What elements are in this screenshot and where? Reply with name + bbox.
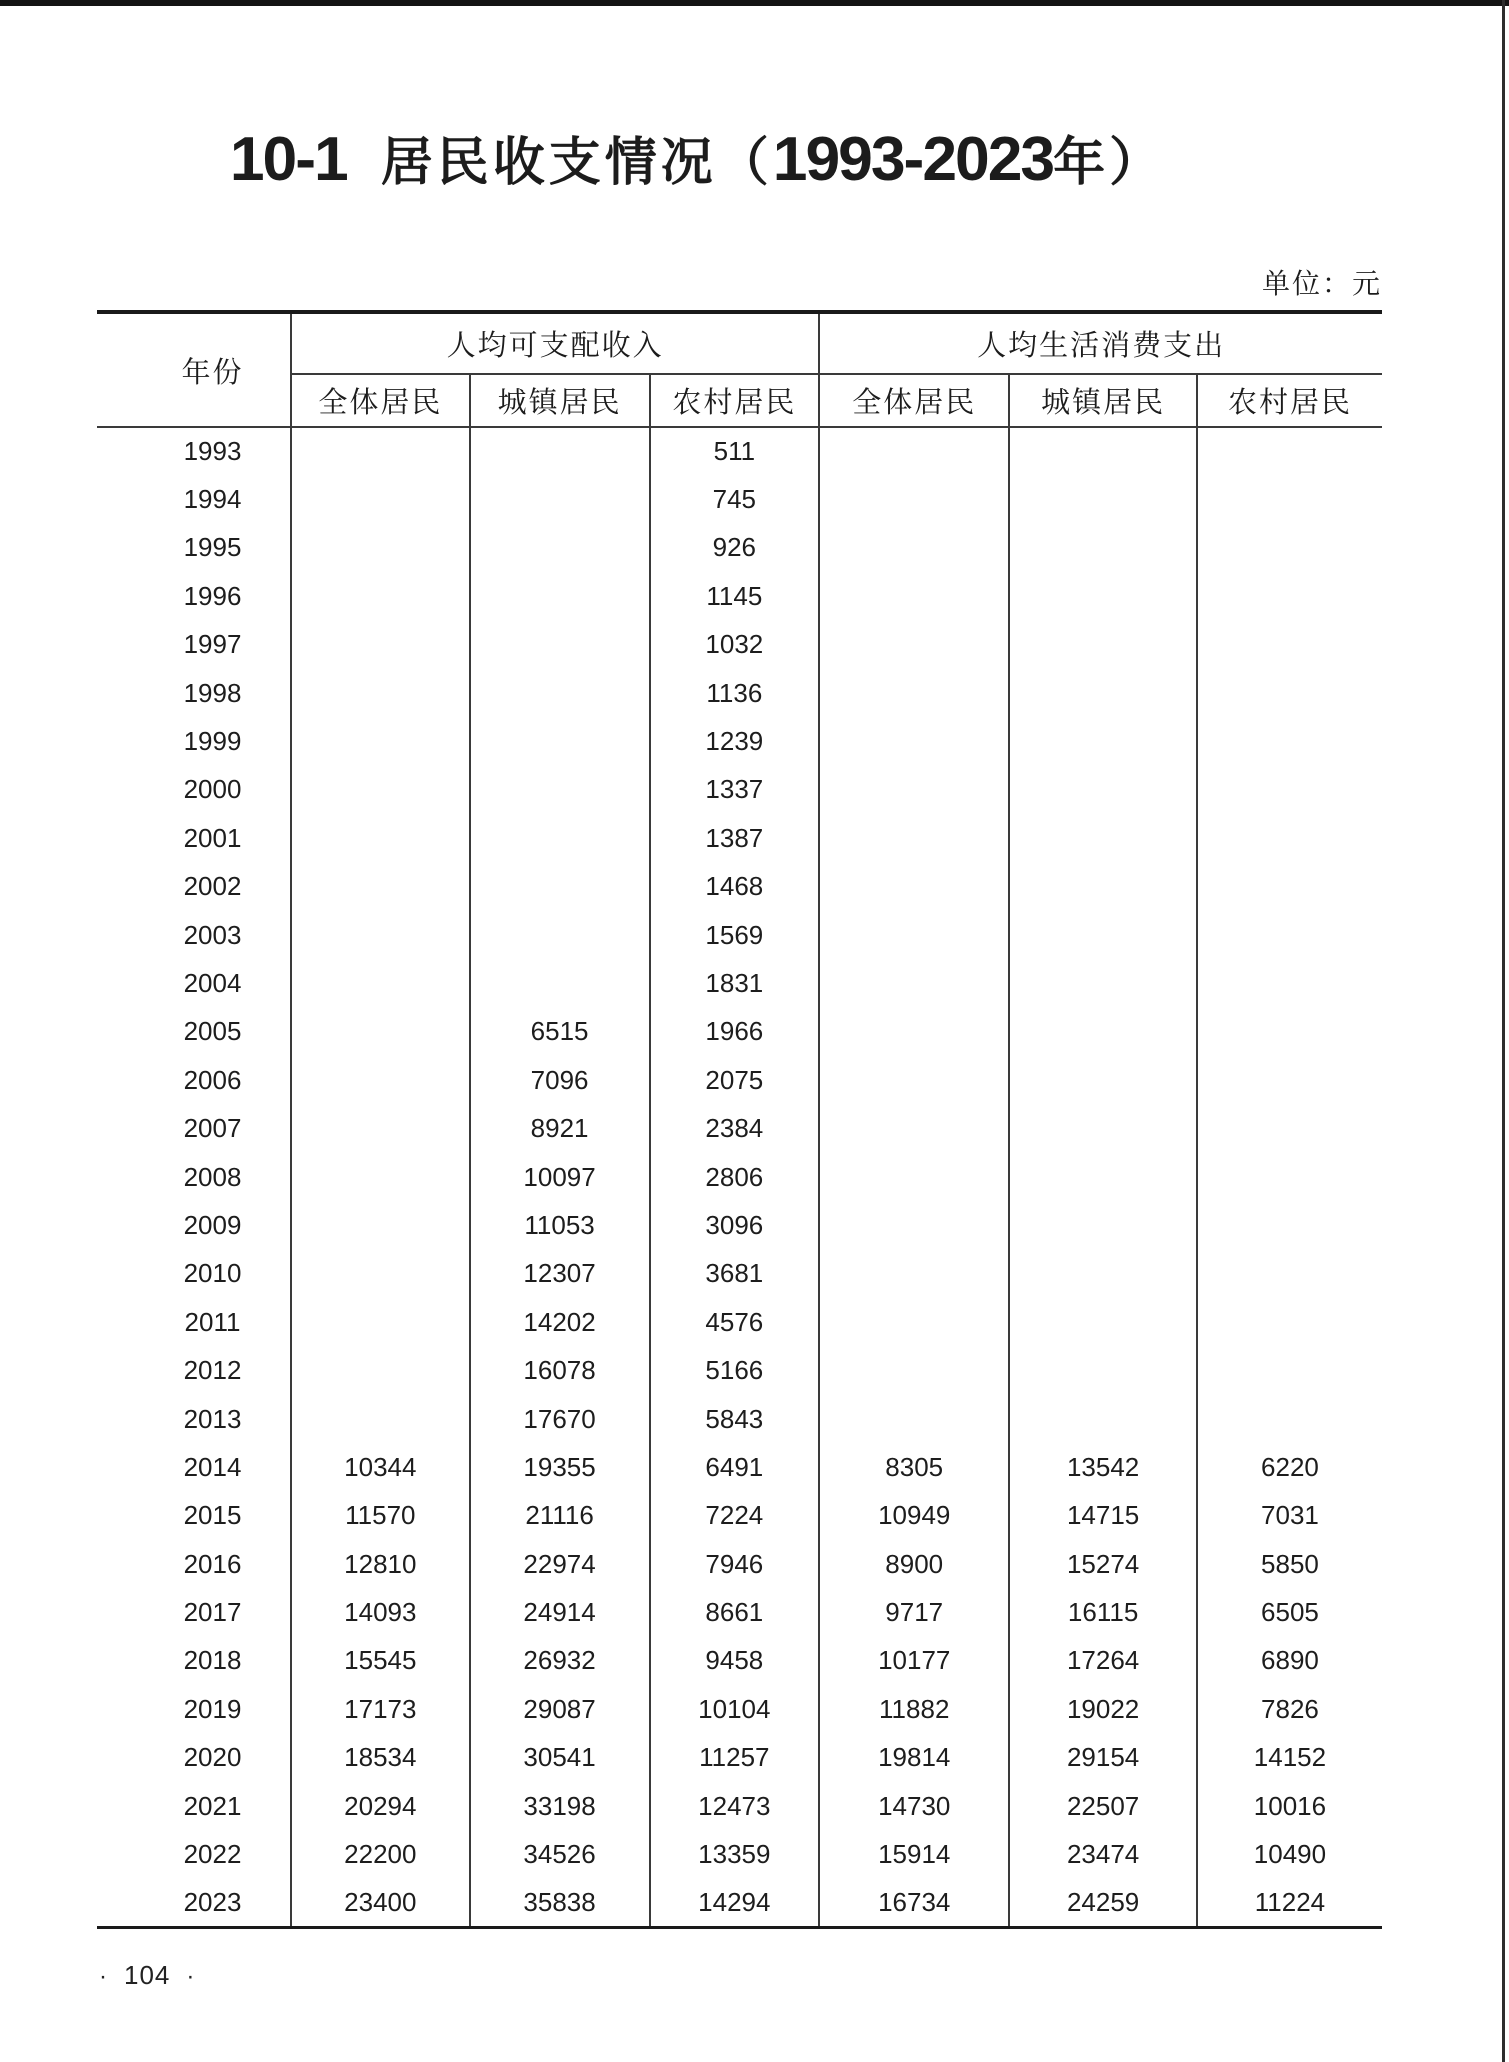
table-row bbox=[97, 1879, 1382, 1927]
expense-all-cell bbox=[819, 814, 1009, 862]
table-row bbox=[97, 1298, 1382, 1346]
expense-rural-cell bbox=[1197, 959, 1382, 1007]
income-all-cell: 17173 bbox=[291, 1685, 470, 1733]
expense-urban-cell bbox=[1009, 766, 1197, 814]
table-row bbox=[97, 766, 1382, 814]
expense-rural-cell bbox=[1197, 524, 1382, 572]
table-row bbox=[97, 1637, 1382, 1685]
expense-rural-cell: 5850 bbox=[1261, 1548, 1319, 1579]
income-rural-cell: 7224 bbox=[650, 1492, 820, 1540]
income-rural-cell: 5166 bbox=[650, 1346, 820, 1394]
year-cell: 2020 bbox=[97, 1734, 291, 1782]
year-cell: 2006 bbox=[97, 1056, 291, 1104]
income-urban-cell bbox=[470, 911, 650, 959]
income-rural-cell: 2384 bbox=[650, 1104, 820, 1152]
income-urban-cell: 19355 bbox=[470, 1443, 650, 1491]
year-cell: 1993 bbox=[97, 427, 291, 475]
footer-right-dot: · bbox=[186, 1963, 196, 1990]
expense-rural-cell: 10016 bbox=[1253, 1790, 1327, 1821]
income-rural-cell: 3096 bbox=[650, 1201, 820, 1249]
year-cell: 2013 bbox=[97, 1395, 291, 1443]
table-row bbox=[97, 1104, 1382, 1152]
income-all-cell: 10344 bbox=[291, 1443, 470, 1491]
table-row bbox=[97, 669, 1382, 717]
expense-urban-cell bbox=[1009, 863, 1197, 911]
income-rural-cell: 511 bbox=[650, 427, 820, 475]
expense-rural-cell bbox=[1197, 717, 1382, 765]
expense-all-cell bbox=[819, 766, 1009, 814]
table-row bbox=[97, 1588, 1382, 1636]
year-cell: 2005 bbox=[97, 1008, 291, 1056]
year-cell: 2016 bbox=[97, 1540, 291, 1588]
expense-all-cell bbox=[819, 1395, 1009, 1443]
expense-rural-cell: 11224 bbox=[1254, 1886, 1326, 1917]
table-row bbox=[97, 1250, 1382, 1298]
expense-rural-cell bbox=[1197, 814, 1382, 862]
expense-rural-cell bbox=[1197, 669, 1382, 717]
income-all-cell: 15545 bbox=[291, 1637, 470, 1685]
income-all-cell bbox=[291, 814, 470, 862]
expense-urban-cell bbox=[1009, 427, 1197, 475]
income-urban-cell: 29087 bbox=[470, 1685, 650, 1733]
table-number: 10-1 bbox=[229, 125, 347, 194]
expense-urban-cell: 19022 bbox=[1009, 1685, 1197, 1733]
expense-urban-cell: 22507 bbox=[1009, 1782, 1197, 1830]
expense-rural-cell bbox=[1197, 1250, 1382, 1298]
income-rural-cell: 14294 bbox=[650, 1879, 820, 1927]
expense-rural-cell: 6505 bbox=[1261, 1597, 1319, 1628]
income-urban-cell bbox=[470, 475, 650, 523]
income-all-cell: 14093 bbox=[291, 1588, 470, 1636]
expense-urban-cell bbox=[1009, 621, 1197, 669]
expense-urban-cell bbox=[1009, 1153, 1197, 1201]
subcolumn-header-income-rural: 农村居民 bbox=[650, 374, 820, 427]
income-all-cell bbox=[291, 1104, 470, 1152]
expense-urban-cell: 15274 bbox=[1009, 1540, 1197, 1588]
income-rural-cell: 1032 bbox=[650, 621, 820, 669]
expense-all-cell: 14730 bbox=[819, 1782, 1009, 1830]
expense-all-cell bbox=[819, 959, 1009, 1007]
expense-all-cell: 19814 bbox=[819, 1734, 1009, 1782]
income-urban-cell: 11053 bbox=[470, 1201, 650, 1249]
income-urban-cell bbox=[470, 814, 650, 862]
expense-urban-cell: 14715 bbox=[1009, 1492, 1197, 1540]
expense-urban-cell bbox=[1009, 669, 1197, 717]
income-rural-cell: 1239 bbox=[650, 717, 820, 765]
expense-urban-cell bbox=[1009, 814, 1197, 862]
table-row bbox=[97, 959, 1382, 1007]
expense-rural-cell bbox=[1197, 1201, 1382, 1249]
income-all-cell bbox=[291, 427, 470, 475]
income-urban-cell bbox=[470, 766, 650, 814]
income-urban-cell: 24914 bbox=[470, 1588, 650, 1636]
expense-all-cell bbox=[819, 911, 1009, 959]
year-cell: 2004 bbox=[97, 959, 291, 1007]
income-urban-cell bbox=[470, 572, 650, 620]
table-row bbox=[97, 1008, 1382, 1056]
year-cell: 2015 bbox=[97, 1492, 291, 1540]
year-cell: 1997 bbox=[97, 621, 291, 669]
table-row bbox=[97, 572, 1382, 620]
expense-all-cell: 8305 bbox=[819, 1443, 1009, 1491]
income-all-cell bbox=[291, 1250, 470, 1298]
table-row bbox=[97, 911, 1382, 959]
expense-all-cell: 8900 bbox=[819, 1540, 1009, 1588]
subcolumn-header-expense-urban: 城镇居民 bbox=[1009, 374, 1197, 427]
income-urban-cell: 14202 bbox=[470, 1298, 650, 1346]
expense-rural-cell bbox=[1197, 1008, 1382, 1056]
expense-rural-cell: 10490 bbox=[1253, 1839, 1327, 1870]
table-body bbox=[97, 427, 1382, 1927]
expense-all-cell bbox=[819, 669, 1009, 717]
year-cell: 2012 bbox=[97, 1346, 291, 1394]
income-rural-cell: 2075 bbox=[650, 1056, 820, 1104]
subcolumn-header-expense-rural: 农村居民 bbox=[1197, 374, 1382, 427]
income-all-cell: 18534 bbox=[291, 1734, 470, 1782]
expense-all-cell bbox=[819, 1250, 1009, 1298]
expense-rural-cell bbox=[1197, 1056, 1382, 1104]
footer-left-dot: · bbox=[99, 1963, 108, 1990]
expense-all-cell bbox=[819, 524, 1009, 572]
expense-all-cell bbox=[819, 1008, 1009, 1056]
expense-all-cell bbox=[819, 427, 1009, 475]
income-urban-cell: 21116 bbox=[470, 1492, 650, 1540]
income-urban-cell: 26932 bbox=[470, 1637, 650, 1685]
income-urban-cell: 12307 bbox=[470, 1250, 650, 1298]
expense-rural-cell: 7031 bbox=[1261, 1500, 1319, 1531]
income-urban-cell: 22974 bbox=[470, 1540, 650, 1588]
expense-all-cell: 10177 bbox=[819, 1637, 1009, 1685]
table-row bbox=[97, 1153, 1382, 1201]
expense-rural-cell: 14152 bbox=[1253, 1742, 1327, 1773]
year-cell: 2019 bbox=[97, 1685, 291, 1733]
income-all-cell bbox=[291, 1008, 470, 1056]
income-rural-cell: 12473 bbox=[650, 1782, 820, 1830]
expense-rural-cell: 6220 bbox=[1261, 1451, 1319, 1482]
table-row bbox=[97, 1492, 1382, 1540]
income-all-cell bbox=[291, 621, 470, 669]
expense-rural-cell bbox=[1197, 1104, 1382, 1152]
income-urban-cell: 6515 bbox=[470, 1008, 650, 1056]
table-row bbox=[97, 1830, 1382, 1878]
expense-all-cell bbox=[819, 1298, 1009, 1346]
title-text: 居民收支情况 bbox=[380, 135, 717, 192]
expense-all-cell bbox=[819, 717, 1009, 765]
expense-all-cell bbox=[819, 1201, 1009, 1249]
expense-all-cell bbox=[819, 1153, 1009, 1201]
expense-rural-cell bbox=[1197, 766, 1382, 814]
expense-urban-cell: 24259 bbox=[1009, 1879, 1197, 1927]
income-all-cell bbox=[291, 475, 470, 523]
table-row bbox=[97, 1782, 1382, 1830]
expense-all-cell bbox=[819, 621, 1009, 669]
table-row bbox=[97, 1540, 1382, 1588]
income-expenditure-table bbox=[97, 310, 1382, 1929]
expense-rural-cell bbox=[1197, 911, 1382, 959]
expense-all-cell: 15914 bbox=[819, 1830, 1009, 1878]
year-cell: 2009 bbox=[97, 1201, 291, 1249]
income-urban-cell bbox=[470, 669, 650, 717]
expense-all-cell: 16734 bbox=[819, 1879, 1009, 1927]
subcolumn-header-income-all: 全体居民 bbox=[291, 374, 470, 427]
income-urban-cell bbox=[470, 427, 650, 475]
year-cell: 1998 bbox=[97, 669, 291, 717]
expense-urban-cell bbox=[1009, 911, 1197, 959]
income-rural-cell: 2806 bbox=[650, 1153, 820, 1201]
table-row bbox=[97, 524, 1382, 572]
expense-rural-cell bbox=[1197, 1395, 1382, 1443]
table-row bbox=[97, 621, 1382, 669]
table-row bbox=[97, 1443, 1382, 1491]
expense-rural-cell bbox=[1197, 1346, 1382, 1394]
table-row bbox=[97, 475, 1382, 523]
expense-all-cell bbox=[819, 1346, 1009, 1394]
table-row bbox=[97, 1201, 1382, 1249]
expense-urban-cell bbox=[1009, 1104, 1197, 1152]
income-all-cell bbox=[291, 1346, 470, 1394]
expense-urban-cell bbox=[1009, 1395, 1197, 1443]
income-rural-cell: 745 bbox=[650, 475, 820, 523]
income-rural-cell: 9458 bbox=[650, 1637, 820, 1685]
expense-all-cell: 9717 bbox=[819, 1588, 1009, 1636]
income-urban-cell: 17670 bbox=[470, 1395, 650, 1443]
table-row bbox=[97, 863, 1382, 911]
income-all-cell bbox=[291, 1298, 470, 1346]
table-row bbox=[97, 1056, 1382, 1104]
income-urban-cell bbox=[470, 959, 650, 1007]
income-all-cell bbox=[291, 1395, 470, 1443]
expense-rural-cell: 6890 bbox=[1261, 1645, 1319, 1676]
income-urban-cell bbox=[470, 863, 650, 911]
expense-rural-cell bbox=[1197, 1153, 1382, 1201]
income-all-cell bbox=[291, 717, 470, 765]
year-cell: 2001 bbox=[97, 814, 291, 862]
year-cell: 2017 bbox=[97, 1588, 291, 1636]
income-rural-cell: 1569 bbox=[650, 911, 820, 959]
income-urban-cell: 8921 bbox=[470, 1104, 650, 1152]
income-all-cell: 11570 bbox=[291, 1492, 470, 1540]
income-all-cell: 12810 bbox=[291, 1540, 470, 1588]
expense-urban-cell: 23474 bbox=[1009, 1830, 1197, 1878]
expense-urban-cell bbox=[1009, 524, 1197, 572]
subcolumn-header-income-urban: 城镇居民 bbox=[470, 374, 650, 427]
income-rural-cell: 1468 bbox=[650, 863, 820, 911]
income-urban-cell: 35838 bbox=[470, 1879, 650, 1927]
table-row bbox=[97, 1346, 1382, 1394]
expenditure-group-header: 人均生活消费支出 bbox=[977, 330, 1226, 362]
year-cell: 2003 bbox=[97, 911, 291, 959]
income-rural-cell: 5843 bbox=[650, 1395, 820, 1443]
expense-urban-cell bbox=[1009, 1346, 1197, 1394]
expense-all-cell bbox=[819, 1056, 1009, 1104]
year-cell: 1995 bbox=[97, 524, 291, 572]
expense-urban-cell bbox=[1009, 475, 1197, 523]
year-cell: 2002 bbox=[97, 863, 291, 911]
expense-all-cell: 10949 bbox=[819, 1492, 1009, 1540]
income-all-cell bbox=[291, 524, 470, 572]
income-rural-cell: 1831 bbox=[650, 959, 820, 1007]
year-cell: 1996 bbox=[97, 572, 291, 620]
income-rural-cell: 1136 bbox=[650, 669, 820, 717]
expense-all-cell bbox=[819, 572, 1009, 620]
income-urban-cell bbox=[470, 621, 650, 669]
year-cell: 2022 bbox=[97, 1830, 291, 1878]
income-rural-cell: 926 bbox=[650, 524, 820, 572]
table-row bbox=[97, 717, 1382, 765]
expense-urban-cell: 17264 bbox=[1009, 1637, 1197, 1685]
expense-rural-cell bbox=[1197, 475, 1382, 523]
income-urban-cell: 30541 bbox=[470, 1734, 650, 1782]
expense-all-cell bbox=[819, 863, 1009, 911]
income-rural-cell: 1337 bbox=[650, 766, 820, 814]
expense-urban-cell bbox=[1009, 572, 1197, 620]
title-paren-open: （ bbox=[716, 135, 773, 192]
page-number bbox=[99, 1960, 195, 1991]
income-rural-cell: 10104 bbox=[650, 1685, 820, 1733]
income-urban-cell: 7096 bbox=[470, 1056, 650, 1104]
income-all-cell: 22200 bbox=[291, 1830, 470, 1878]
expense-rural-cell bbox=[1197, 621, 1382, 669]
income-all-cell bbox=[291, 1153, 470, 1201]
title-year-range: 1993-2023 bbox=[772, 125, 1054, 194]
expense-urban-cell: 29154 bbox=[1009, 1734, 1197, 1782]
scan-artifact-right-line bbox=[1502, 0, 1505, 2062]
expense-urban-cell bbox=[1009, 717, 1197, 765]
expense-urban-cell bbox=[1009, 1250, 1197, 1298]
unit-label: 单位：元 bbox=[1261, 269, 1382, 300]
income-rural-cell: 11257 bbox=[650, 1734, 820, 1782]
table-row bbox=[97, 1395, 1382, 1443]
expense-urban-cell bbox=[1009, 959, 1197, 1007]
expense-all-cell bbox=[819, 475, 1009, 523]
income-urban-cell: 16078 bbox=[470, 1346, 650, 1394]
subcolumn-header-expense-all: 全体居民 bbox=[819, 374, 1009, 427]
income-rural-cell: 1966 bbox=[650, 1008, 820, 1056]
expense-rural-cell: 7826 bbox=[1261, 1693, 1319, 1724]
table-row bbox=[97, 1734, 1382, 1782]
expense-urban-cell bbox=[1009, 1298, 1197, 1346]
income-urban-cell: 34526 bbox=[470, 1830, 650, 1878]
expense-urban-cell: 13542 bbox=[1009, 1443, 1197, 1491]
income-rural-cell: 6491 bbox=[650, 1443, 820, 1491]
income-urban-cell bbox=[470, 524, 650, 572]
income-rural-cell: 4576 bbox=[650, 1298, 820, 1346]
expense-rural-cell bbox=[1197, 863, 1382, 911]
footer-page-number: 104 bbox=[124, 1960, 171, 1990]
income-rural-cell: 8661 bbox=[650, 1588, 820, 1636]
expense-urban-cell: 16115 bbox=[1009, 1588, 1197, 1636]
income-all-cell bbox=[291, 1201, 470, 1249]
expense-urban-cell bbox=[1009, 1008, 1197, 1056]
income-rural-cell: 1145 bbox=[650, 572, 820, 620]
income-all-cell: 23400 bbox=[291, 1879, 470, 1927]
income-rural-cell: 3681 bbox=[650, 1250, 820, 1298]
expense-all-cell: 11882 bbox=[819, 1685, 1009, 1733]
income-all-cell bbox=[291, 911, 470, 959]
income-all-cell bbox=[291, 766, 470, 814]
income-all-cell bbox=[291, 1056, 470, 1104]
table-row bbox=[97, 814, 1382, 862]
expense-all-cell bbox=[819, 1104, 1009, 1152]
title-paren-close: 年） bbox=[1053, 135, 1166, 192]
income-group-header: 人均可支配收入 bbox=[291, 312, 819, 374]
income-all-cell bbox=[291, 669, 470, 717]
year-cell: 2008 bbox=[97, 1153, 291, 1201]
expense-urban-cell bbox=[1009, 1201, 1197, 1249]
year-cell: 2014 bbox=[97, 1443, 291, 1491]
year-column-header: 年份 bbox=[97, 312, 291, 427]
expense-rural-cell bbox=[1197, 1298, 1382, 1346]
income-urban-cell: 33198 bbox=[470, 1782, 650, 1830]
scan-artifact-top-bar bbox=[0, 0, 1509, 6]
year-cell: 2000 bbox=[97, 766, 291, 814]
table-row bbox=[97, 427, 1382, 475]
year-cell: 2023 bbox=[97, 1879, 291, 1927]
expense-rural-cell bbox=[1197, 572, 1382, 620]
income-urban-cell bbox=[470, 717, 650, 765]
income-urban-cell: 10097 bbox=[470, 1153, 650, 1201]
year-cell: 2007 bbox=[97, 1104, 291, 1152]
income-all-cell bbox=[291, 572, 470, 620]
income-all-cell bbox=[291, 959, 470, 1007]
year-cell: 1999 bbox=[97, 717, 291, 765]
year-cell: 2011 bbox=[97, 1298, 291, 1346]
expense-urban-cell bbox=[1009, 1056, 1197, 1104]
income-rural-cell: 1387 bbox=[650, 814, 820, 862]
income-rural-cell: 7946 bbox=[650, 1540, 820, 1588]
page-title bbox=[90, 124, 1305, 196]
income-all-cell bbox=[291, 863, 470, 911]
year-cell: 1994 bbox=[97, 475, 291, 523]
year-cell: 2021 bbox=[97, 1782, 291, 1830]
income-rural-cell: 13359 bbox=[650, 1830, 820, 1878]
expense-rural-cell bbox=[1197, 427, 1382, 475]
income-all-cell: 20294 bbox=[291, 1782, 470, 1830]
year-cell: 2018 bbox=[97, 1637, 291, 1685]
table-container bbox=[97, 310, 1382, 1929]
year-cell: 2010 bbox=[97, 1250, 291, 1298]
table-row bbox=[97, 1685, 1382, 1733]
